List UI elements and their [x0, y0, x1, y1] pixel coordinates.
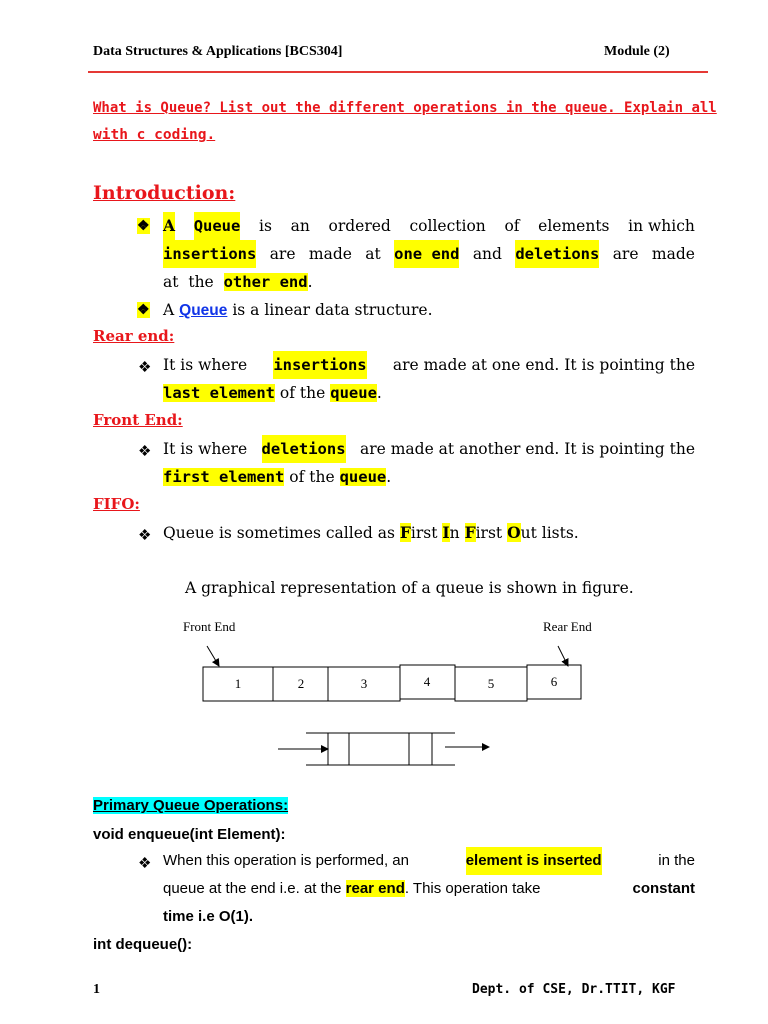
highlight-queue: queue: [330, 384, 377, 402]
word: the: [188, 273, 214, 291]
header-title: Data Structures & Applications [BCS304]: [93, 44, 343, 59]
word: are: [612, 245, 639, 263]
page-number: 1: [93, 982, 100, 997]
rear-heading: Rear end:: [93, 327, 175, 345]
word: A: [163, 301, 175, 319]
bullet-icon: ❖: [137, 218, 150, 234]
text: are made at one end. It is pointing the: [392, 356, 695, 374]
word: is: [259, 217, 272, 235]
question-line-2: with c coding.: [93, 127, 216, 143]
word: and: [472, 245, 502, 263]
word: at: [365, 245, 381, 263]
bullet-icon: ❖: [138, 526, 152, 544]
header-module: Module (2): [604, 44, 670, 59]
punct: .: [376, 384, 382, 402]
punct: .: [307, 273, 313, 291]
intro-b2-text: is a linear data structure.: [232, 301, 433, 319]
word: are: [269, 245, 296, 263]
word: made: [651, 245, 695, 263]
dequeue-signature: int dequeue():: [93, 936, 193, 953]
highlight-letter: F: [464, 523, 476, 542]
figure-caption: A graphical representation of a queue is shown in figure.: [185, 579, 634, 597]
text: ut lists.: [520, 524, 579, 542]
highlight-other-end: other end: [223, 273, 308, 291]
highlight-rear-end: rear end: [345, 880, 405, 897]
text-constant: constant: [632, 880, 695, 897]
text: When this operation is performed, an: [163, 852, 409, 869]
word: an: [290, 217, 310, 235]
text: are made at another end. It is pointing the: [359, 440, 695, 458]
queue-cell-value: 4: [423, 674, 431, 689]
text: irst: [410, 524, 438, 542]
highlight-insertions: insertions: [273, 351, 366, 379]
highlight-letter: O: [507, 523, 521, 542]
text: . This operation take: [404, 880, 541, 897]
text: of the: [289, 468, 335, 486]
enqueue-line2: [163, 875, 695, 903]
word: collection: [409, 217, 486, 235]
word: ordered: [328, 217, 391, 235]
front-heading: Front End:: [93, 411, 183, 429]
ops-heading: [93, 797, 288, 814]
rear-pointer-arrow: [558, 646, 568, 666]
queue-cell-value: 5: [487, 676, 495, 691]
question-line-1: What is Queue? List out the different operations in the queue. Explain all: [93, 100, 717, 116]
highlight-queue: queue: [339, 468, 387, 486]
text: queue at the end i.e. at the: [163, 880, 342, 897]
text: irst: [475, 524, 503, 542]
punct: .: [386, 468, 392, 486]
word: in which: [628, 217, 695, 235]
text: n: [449, 524, 460, 542]
text: It is where: [163, 440, 248, 458]
bullet-icon: ❖: [138, 854, 152, 872]
word: elements: [538, 217, 610, 235]
word: made: [308, 245, 352, 263]
word: of: [504, 217, 520, 235]
highlight-first-element: first element: [163, 468, 285, 486]
highlight-one-end: one end: [394, 240, 459, 268]
text: It is where: [163, 356, 248, 374]
bullet-icon: ❖: [138, 442, 152, 460]
highlight-letter: I: [442, 523, 450, 542]
queue-cell-value: 2: [297, 676, 305, 691]
highlight-last-element: last element: [163, 384, 275, 402]
queue-cell-value: 3: [360, 676, 368, 691]
front-pointer-arrow: [207, 646, 219, 666]
bullet-icon: ❖: [138, 358, 152, 376]
bullet-icon: ❖: [137, 302, 150, 318]
intro-heading: Introduction:: [93, 182, 236, 204]
highlight-deletions: deletions: [515, 240, 599, 268]
text: in the: [658, 852, 695, 869]
queue-link[interactable]: Queue: [179, 302, 228, 319]
word: A: [163, 212, 175, 240]
enqueue-line3: time i.e O(1).: [163, 908, 254, 925]
highlight-letter: F: [399, 523, 411, 542]
front-end-label: Front End: [183, 619, 236, 634]
text: of the: [279, 384, 326, 402]
enqueue-signature: void enqueue(int Element):: [93, 826, 286, 843]
queue-cell-value: 6: [550, 674, 558, 689]
highlight-deletions: deletions: [262, 435, 346, 463]
queue-cell-value: 1: [234, 676, 242, 691]
fifo-heading: FIFO:: [93, 495, 140, 513]
ops-heading-text: Primary Queue Operations:: [93, 797, 289, 814]
footer-dept: Dept. of CSE, Dr.TTIT, KGF: [472, 982, 676, 997]
text: Queue is sometimes called as: [163, 524, 395, 542]
highlight-element-inserted: element is inserted: [466, 847, 602, 875]
highlight-insertions: insertions: [163, 240, 256, 268]
word: at: [163, 273, 179, 291]
rear-end-label: Rear End: [543, 619, 592, 634]
highlight-queue: Queue: [194, 212, 241, 240]
enqueue-line1: [163, 847, 695, 875]
